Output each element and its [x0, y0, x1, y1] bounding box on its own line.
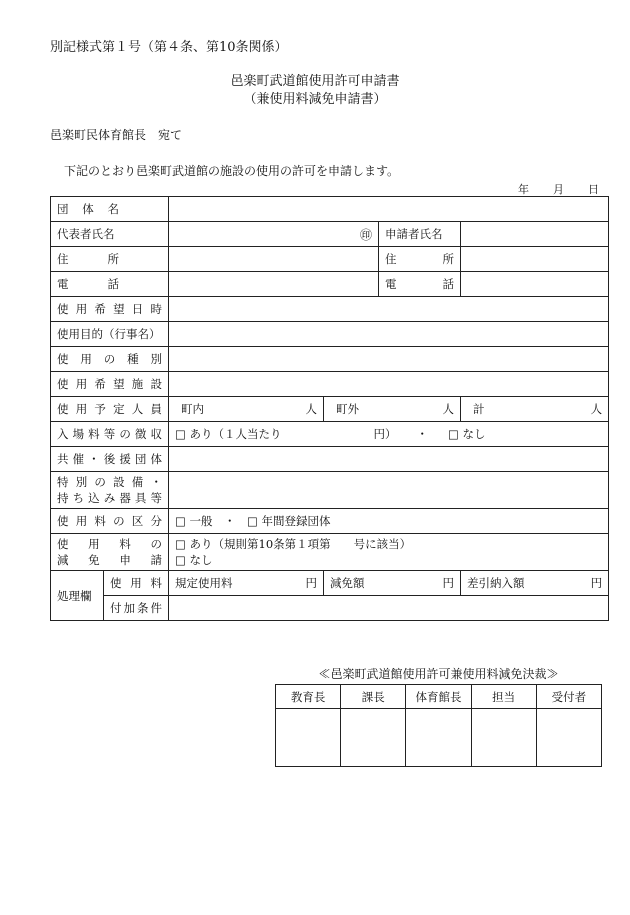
conditions-label: 付 加 条 件	[104, 596, 169, 621]
usage-type-field[interactable]	[169, 347, 609, 372]
fee-category-field[interactable]: □ 一般 ・ □ 年間登録団体	[169, 509, 609, 534]
special-equipment-field[interactable]	[169, 472, 609, 509]
entry-fee-no-checkbox[interactable]: □ なし	[448, 427, 486, 441]
address-field-1[interactable]	[169, 247, 379, 272]
fee-reduction-label: 使 用 料 の 減 免 申 請	[51, 534, 169, 571]
form-number: 別記様式第１号（第４条、第10条関係）	[50, 40, 288, 55]
standard-fee-field[interactable]: 規定使用料 円	[169, 571, 324, 596]
approval-col-superintendent: 教育長	[276, 685, 341, 709]
purpose-label: 使用目的（行事名）	[51, 322, 169, 347]
fee-reduction-no-checkbox[interactable]: □ なし	[175, 553, 213, 567]
town-in-field[interactable]: 町内 人	[169, 397, 324, 422]
addressee: 邑楽町民体育館長 宛て	[50, 128, 183, 142]
address-field-2[interactable]	[461, 247, 609, 272]
document-title: 邑楽町武道館使用許可申請書	[230, 74, 400, 89]
desired-facility-field[interactable]	[169, 372, 609, 397]
conditions-field[interactable]	[169, 596, 609, 621]
phone-label-2: 電 話	[379, 272, 461, 297]
approval-table	[275, 684, 602, 767]
date-day: 日	[588, 183, 599, 196]
cosponsor-field[interactable]	[169, 447, 609, 472]
processing-fee-label: 使 用 料	[104, 571, 169, 596]
desired-datetime-label: 使 用 希 望 日 時	[51, 297, 169, 322]
entry-fee-label: 入 場 料 等 の 徴 収	[51, 422, 169, 447]
address-label-1: 住 所	[51, 247, 169, 272]
phone-label-1: 電 話	[51, 272, 169, 297]
approval-col-section-chief: 課長	[341, 685, 406, 709]
total-count-field[interactable]: 計 人	[461, 397, 609, 422]
approval-stamp-receptionist[interactable]	[536, 709, 601, 767]
usage-type-label: 使 用 の 種 別	[51, 347, 169, 372]
representative-label: 代表者氏名	[51, 222, 169, 247]
seal-mark: ㊞	[359, 227, 372, 242]
application-form	[50, 196, 609, 621]
approval-stamp-superintendent[interactable]	[276, 709, 341, 767]
approval-col-staff: 担当	[471, 685, 536, 709]
cosponsor-label: 共 催 ・ 後 援 団 体	[51, 447, 169, 472]
representative-field[interactable]	[169, 222, 379, 247]
desired-datetime-field[interactable]	[169, 297, 609, 322]
applicant-label: 申請者氏名	[379, 222, 461, 247]
date-year: 年	[518, 183, 529, 196]
special-equipment-label: 特 別 の 設 備 ・ 持 ち 込 み 器 具 等	[51, 472, 169, 509]
fee-reduction-yes-checkbox[interactable]: □ あり（規則第10条第１項第 号に該当）	[175, 537, 412, 551]
town-out-field[interactable]: 町外 人	[324, 397, 461, 422]
date-line	[518, 181, 599, 197]
date-month: 月	[553, 183, 564, 196]
approval-col-receptionist: 受付者	[536, 685, 601, 709]
applicant-field[interactable]	[461, 222, 609, 247]
group-name-field[interactable]	[169, 197, 609, 222]
phone-field-1[interactable]	[169, 272, 379, 297]
entry-fee-field[interactable]: □ あり（１人当たり 円） ・ □ なし	[169, 422, 609, 447]
group-name-label: 団 体 名	[51, 197, 169, 222]
approval-title: ≪邑楽町武道館使用許可兼使用料減免決裁≫	[318, 667, 559, 681]
document-subtitle: （兼使用料減免申請書）	[243, 92, 387, 107]
intro-text: 下記のとおり邑楽町武道館の施設の使用の許可を申請します。	[64, 164, 400, 178]
approval-stamp-gym-director[interactable]	[406, 709, 471, 767]
fee-reduction-field[interactable]	[169, 534, 609, 571]
fee-category-label: 使 用 料 の 区 分	[51, 509, 169, 534]
planned-count-label: 使 用 予 定 人 員	[51, 397, 169, 422]
approval-stamp-section-chief[interactable]	[341, 709, 406, 767]
desired-facility-label: 使 用 希 望 施 設	[51, 372, 169, 397]
approval-stamp-staff[interactable]	[471, 709, 536, 767]
reduction-amount-field[interactable]: 減免額 円	[324, 571, 461, 596]
approval-col-gym-director: 体育館長	[406, 685, 471, 709]
processing-label: 処理欄	[51, 571, 104, 621]
entry-fee-yes-checkbox[interactable]: □ あり（１人当たり	[175, 427, 282, 441]
net-payment-field[interactable]: 差引納入額 円	[461, 571, 609, 596]
address-label-2: 住 所	[379, 247, 461, 272]
phone-field-2[interactable]	[461, 272, 609, 297]
purpose-field[interactable]	[169, 322, 609, 347]
